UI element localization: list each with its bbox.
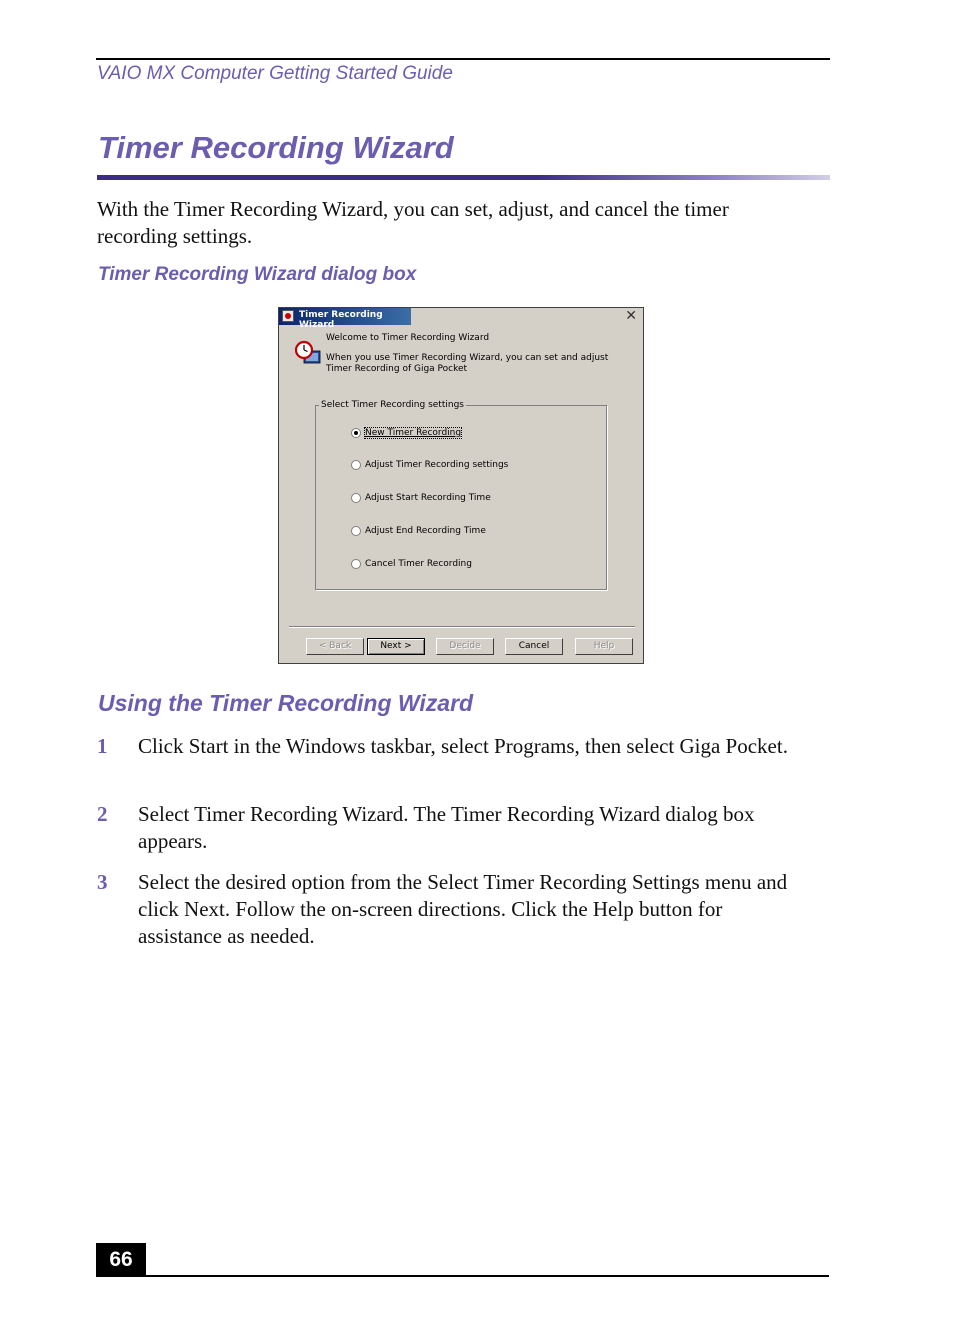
page-title: Timer Recording Wizard	[98, 130, 454, 165]
next-button[interactable]: Next >	[367, 638, 425, 655]
option-adjust-end-recording-time[interactable]	[351, 526, 486, 536]
top-rule	[96, 58, 830, 60]
section-heading: Using the Timer Recording Wizard	[98, 690, 474, 716]
close-icon[interactable]: ✕	[625, 308, 637, 324]
title-rule	[97, 175, 830, 180]
option-label: Adjust Start Recording Time	[365, 493, 491, 503]
option-new-timer-recording[interactable]	[351, 428, 461, 438]
option-label: Adjust End Recording Time	[365, 526, 486, 536]
back-button[interactable]: < Back	[306, 638, 364, 655]
bottom-rule	[96, 1275, 829, 1277]
dialog-title: Timer Recording Wizard	[299, 310, 383, 330]
app-icon	[282, 310, 294, 322]
group-label: Select Timer Recording settings	[321, 400, 464, 410]
dialog-titlebar	[279, 308, 643, 330]
step-text: Click Start in the Windows taskbar, select Programs, then select Giga Pocket.	[138, 734, 788, 758]
cancel-button[interactable]: Cancel	[505, 638, 563, 655]
welcome-text: Welcome to Timer Recording Wizard	[326, 333, 490, 343]
dialog-description: When you use Timer Recording Wizard, you can set and adjust Timer Recording of Giga Pocket	[326, 353, 609, 374]
radio-button[interactable]	[351, 526, 361, 536]
decide-button[interactable]: Decide	[436, 638, 494, 655]
step-number: 2	[97, 802, 108, 826]
option-label: Cancel Timer Recording	[365, 559, 472, 569]
intro-paragraph: With the Timer Recording Wizard, you can set, adjust, and cancel the timer recording settings.	[97, 197, 729, 248]
step-text: Select the desired option from the Select Timer Recording Settings menu and click Next. Follow the on-screen directions. Click the Help button for assistance as needed.	[138, 870, 788, 948]
option-adjust-timer-recording-settings[interactable]	[351, 460, 508, 470]
dialog-title-highlight	[279, 308, 411, 330]
option-label: Adjust Timer Recording settings	[365, 460, 509, 470]
figure-caption: Timer Recording Wizard dialog box	[98, 264, 417, 285]
radio-button[interactable]	[351, 493, 361, 503]
radio-button-selected[interactable]	[351, 428, 361, 438]
option-cancel-timer-recording[interactable]	[351, 559, 472, 569]
step-number: 1	[97, 734, 108, 758]
step-number: 3	[97, 870, 108, 894]
help-button[interactable]: Help	[575, 638, 633, 655]
page-number: 66	[96, 1243, 146, 1276]
button-separator	[289, 626, 635, 628]
step-text: Select Timer Recording Wizard. The Timer Recording Wizard dialog box appears.	[138, 802, 755, 853]
option-label: New Timer Recording	[365, 428, 462, 438]
wizard-clock-icon	[295, 340, 321, 366]
radio-button[interactable]	[351, 559, 361, 569]
radio-button[interactable]	[351, 460, 361, 470]
timer-recording-wizard-dialog	[278, 307, 644, 664]
running-header: VAIO MX Computer Getting Started Guide	[97, 63, 453, 84]
option-adjust-start-recording-time[interactable]	[351, 493, 491, 503]
